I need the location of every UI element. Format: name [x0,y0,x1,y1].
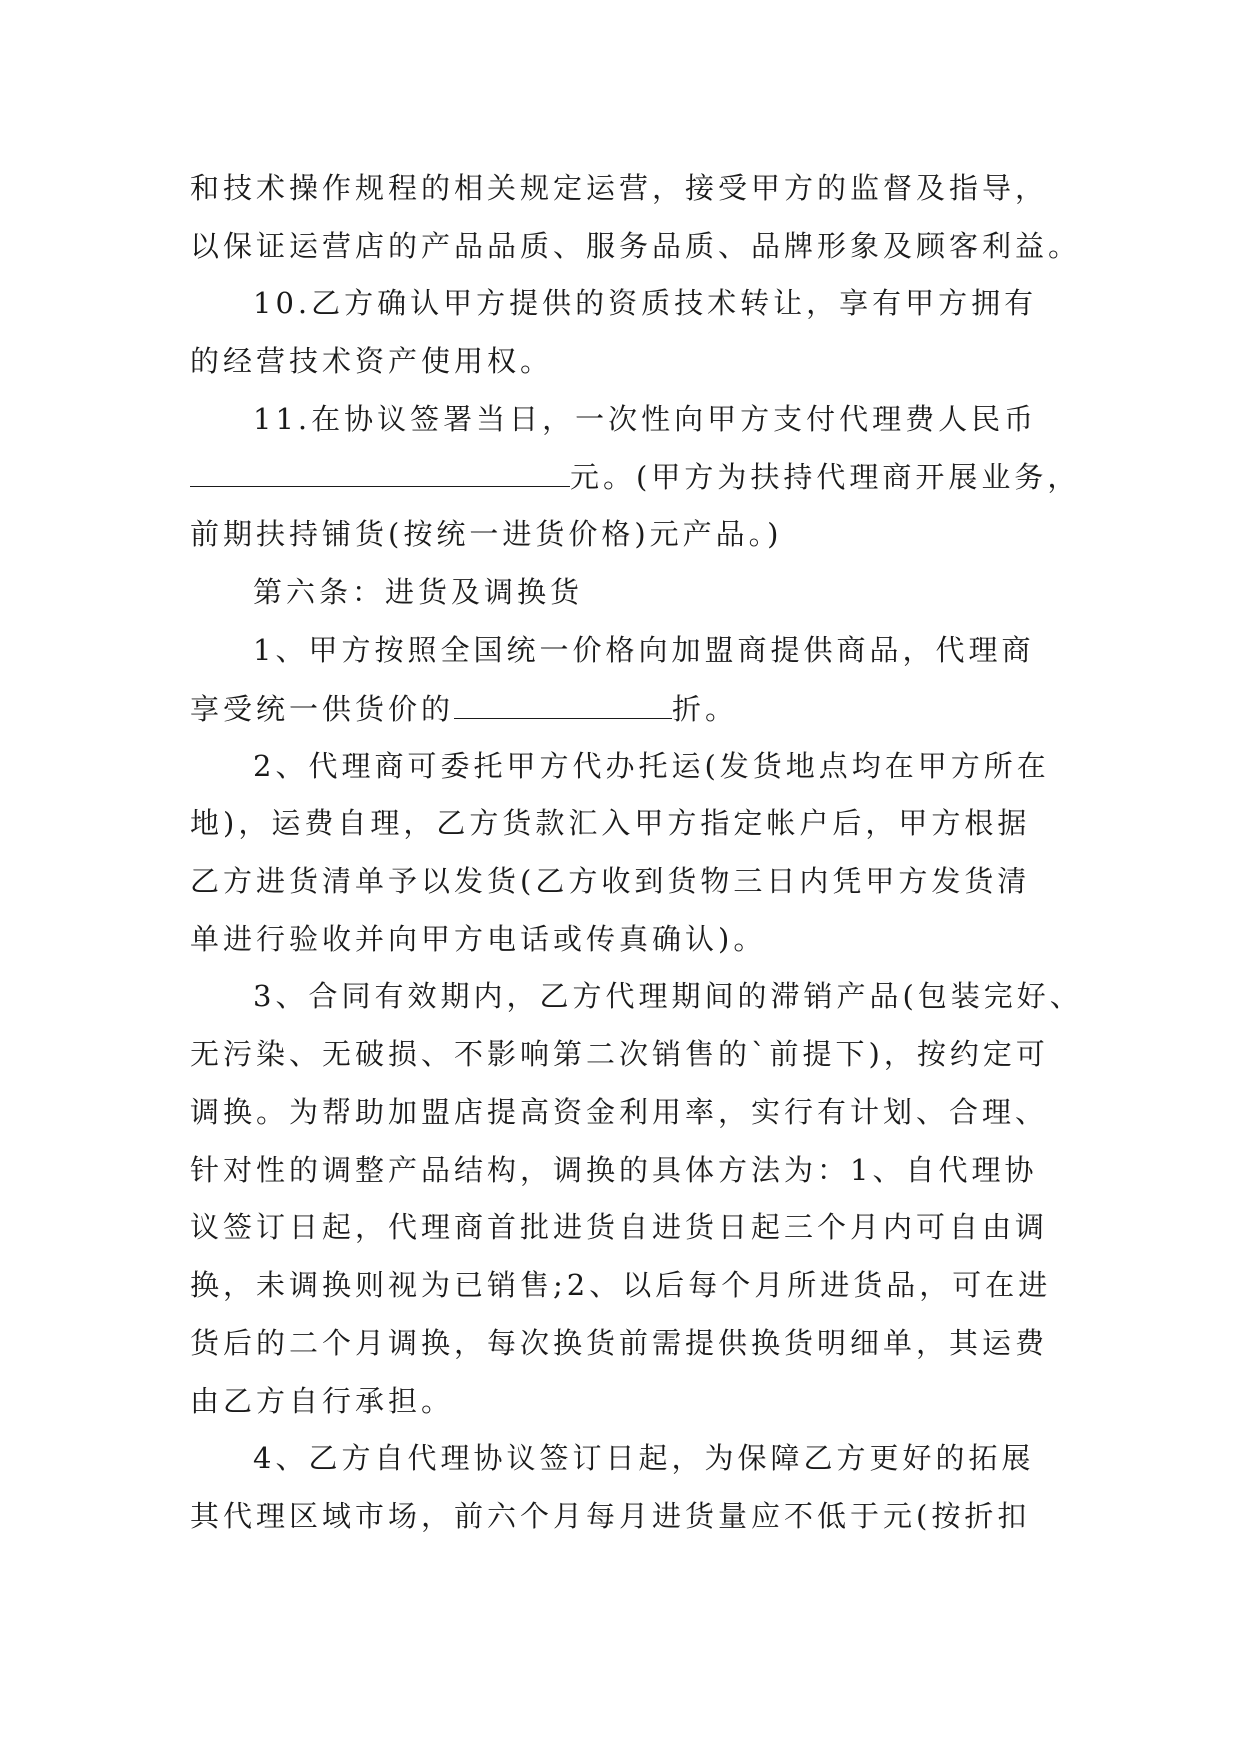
clause-11-line-2 [190,456,1080,496]
article-6-item-3-line-8: 由乙方自行承担。 [190,1384,455,1418]
fee-amount-blank[interactable] [190,456,570,487]
article-6-item-2-line-4: 单进行验收并向甲方电话或传真确认)。 [190,922,767,956]
article-6-item-3-line-4: 针对性的调整产品结构，调换的具体方法为：1、自代理协 [190,1153,1038,1187]
article-6-item-1-line-2-end: 折。 [672,692,739,726]
article-6-item-1-line-2 [190,688,738,728]
article-6-heading: 第六条：进货及调换货 [253,575,584,609]
article-6-item-1-line-1: 1、甲方按照全国统一价格向加盟商提供商品，代理商 [253,633,1035,667]
article-6-item-2-line-1: 2、代理商可委托甲方代办托运(发货地点均在甲方所在 [253,749,1050,783]
text-line-2: 以保证运营店的产品品质、服务品质、品牌形象及顾客利益。 [190,229,1082,263]
discount-blank[interactable] [454,688,672,719]
clause-10-line-1: 10.乙方确认甲方提供的资质技术转让，享有甲方拥有 [253,286,1038,320]
article-6-item-2-line-3: 乙方进货清单予以发货(乙方收到货物三日内凭甲方发货清 [190,864,1031,898]
text-line-1: 和技术操作规程的相关规定运营，接受甲方的监督及指导， [190,171,1049,205]
article-6-item-3-line-1: 3、合同有效期内，乙方代理期间的滞销产品(包装完好、 [253,979,1083,1013]
article-6-item-3-line-2: 无污染、无破损、不影响第二次销售的`前提下)，按约定可 [190,1037,1049,1071]
article-6-item-4-line-1: 4、乙方自代理协议签订日起，为保障乙方更好的拓展 [253,1441,1035,1475]
clause-11-line-3: 前期扶持铺货(按统一进货价格)元产品。) [190,517,783,551]
clause-10-line-2: 的经营技术资产使用权。 [190,344,554,378]
article-6-item-4-line-2: 其代理区域市场，前六个月每月进货量应不低于元(按折扣 [190,1499,1031,1533]
article-6-item-1-line-2-text: 享受统一供货价的 [190,692,455,726]
article-6-item-2-line-2: 地)，运费自理，乙方货款汇入甲方指定帐户后，甲方根据 [190,806,1031,840]
article-6-item-3-line-7: 货后的二个月调换，每次换货前需提供换货明细单，其运费 [190,1326,1049,1360]
article-6-item-3-line-3: 调换。为帮助加盟店提高资金利用率，实行有计划、合理、 [190,1095,1049,1129]
article-6-item-3-line-6: 换，未调换则视为已销售;2、以后每个月所进货品，可在进 [190,1268,1052,1302]
article-6-item-3-line-5: 议签订日起，代理商首批进货自进货日起三个月内可自由调 [190,1210,1049,1244]
clause-11-line-2-text: 元。(甲方为扶持代理商开展业务， [570,460,1081,494]
clause-11-line-1: 11.在协议签署当日，一次性向甲方支付代理费人民币 [253,402,1038,436]
